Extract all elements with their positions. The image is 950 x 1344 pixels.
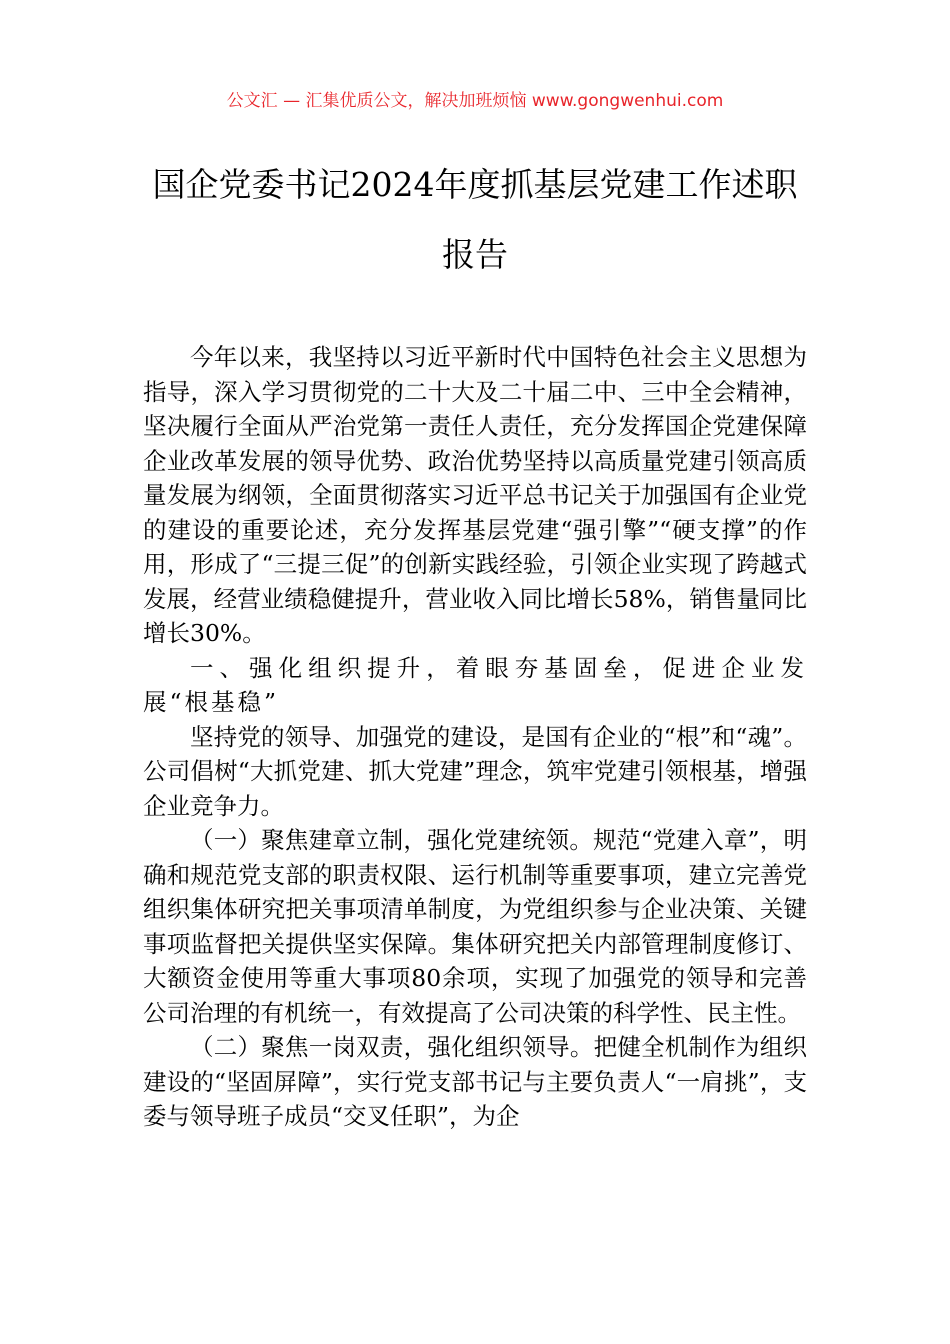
subsection-2-paragraph: （二）聚焦一岗双责，强化组织领导。把健全机制作为组织建设的“坚固屏障”，实行党支部书记与主要负责人“一肩挑”，支委与领导班子成员“交叉任职”，为企	[143, 1033, 807, 1130]
document-body	[143, 340, 807, 1134]
document-title: 国企党委书记2024年度抓基层党建工作述职报告	[152, 165, 798, 274]
subsection-1-paragraph: （一）聚焦建章立制，强化党建统领。规范“党建入章”，明确和规范党支部的职责权限、运行机制等重要事项，建立完善党组织集体研究把关事项清单制度，为党组织参与企业决策、关键事项监督把关提供坚实保障。集体研究把关内部管理制度修订、大额资金使用等重大事项80余项，实现了加强党的领导和完善公司治理的有机统一，有效提高了公司决策的科学性、民主性。	[143, 826, 807, 1027]
intro-paragraph: 今年以来，我坚持以习近平新时代中国特色社会主义思想为指导，深入学习贯彻党的二十大及二十届二中、三中全会精神，坚决履行全面从严治党第一责任人责任，充分发挥国企党建保障企业改革发展的领导优势、政治优势坚持以高质量党建引领高质量发展为纲领，全面贯彻落实习近平总书记关于加强国有企业党的建设的重要论述，充分发挥基层党建“强引擎”“硬支撑”的作用，形成了“三提三促”的创新实践经验，引领企业实现了跨越式发展，经营业绩稳健提升，营业收入同比增长58%，销售量同比增长30%。	[143, 343, 807, 647]
section-heading-1: 一、强化组织提升，着眼夯基固垒，促进企业发展“根基稳”	[143, 653, 807, 716]
header-watermark-link[interactable]: 公文汇 — 汇集优质公文，解决加班烦恼 www.gongwenhui.com	[226, 91, 724, 111]
section-1-paragraph: 坚持党的领导、加强党的建设，是国有企业的“根”和“魂”。公司倡树“大抓党建、抓大党建”理念，筑牢党建引领根基，增强企业竞争力。	[143, 722, 807, 820]
